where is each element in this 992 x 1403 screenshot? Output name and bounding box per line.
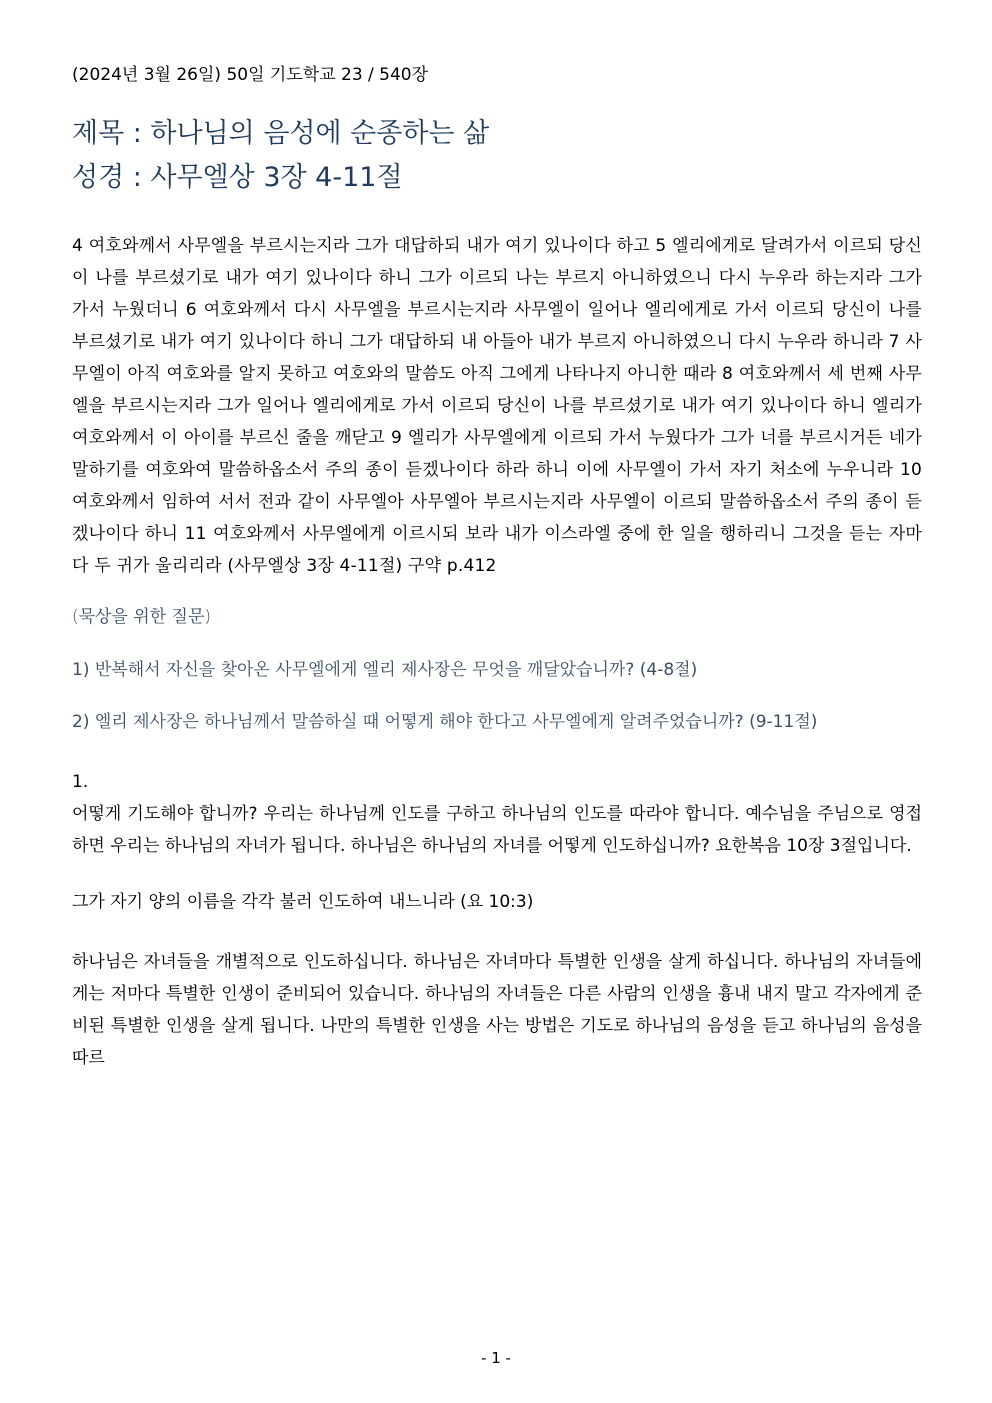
meditation-question-1: 1) 반복해서 자신을 찾아온 사무엘에게 엘리 제사장은 무엇을 깨달았습니까? (4-8절) <box>72 660 698 680</box>
title-block <box>72 112 922 200</box>
meditation-question-2: 2) 엘리 제사장은 하나님께서 말씀하실 때 어떻게 해야 한다고 사무엘에게 알려주었습니까? (9-11절) <box>72 712 818 732</box>
scripture-passage: 4 여호와께서 사무엘을 부르시는지라 그가 대답하되 내가 여기 있나이다 하고 5 엘리에게로 달려가서 이르되 당신이 나를 부르셨기로 내가 여기 있나이다 하니 그가 이르되 나는 부르지 아니하였으니 다시 누우라 하는지라 그가 가서 누웠더니 6 여호와께서 다시 사무엘을 부르시는지라 사무엘이 일어나 엘리에게로 가서 이르되 당신이 나를 부르셨기로 내가 여기 있나이다 하니 그가 대답하되 내 아들아 내가 부르지 아니하였으니 다시 누우라 하니라 7 사무엘이 아직 여호와를 알지 못하고 여호와의 말씀도 아직 그에게 나타나지 아니한 때라 8 여호와께서 세 번째 사무엘을 부르시는지라 그가 일어나 엘리에게로 가서 이르되 당신이 나를 부르셨기로 내가 여기 있나이다 하니 엘리가 여호와께서 이 아이를 부르신 줄을 깨닫고 9 엘리가 사무엘에게 이르되 가서 누웠다가 그가 너를 부르시거든 네가 말하기를 여호와여 말씀하옵소서 주의 종이 듣겠나이다 하라 하니 이에 사무엘이 가서 자기 처소에 누우니라 10 여호와께서 임하여 서서 전과 같이 사무엘아 사무엘아 부르시는지라 사무엘이 이르되 말씀하옵소서 주의 종이 듣겠나이다 하니 11 여호와께서 사무엘에게 이르시되 보라 내가 이스라엘 중에 한 일을 행하리니 그것을 듣는 자마다 두 귀가 울리리라 (사무엘상 3장 4-11절) 구약 p.412 <box>72 236 922 576</box>
document-page <box>72 62 922 1098</box>
section-paragraph: 어떻게 기도해야 합니까? 우리는 하나님께 인도를 구하고 하나님의 인도를 따라야 합니다. 예수님을 주님으로 영접하면 우리는 하나님의 자녀가 됩니다. 하나님은 하나님의 자녀를 어떻게 인도하십니까? 요한복음 10장 3절입니다. <box>72 804 922 856</box>
verse-quote: 그가 자기 양의 이름을 각각 불러 인도하여 내느니라 (요 10:3) <box>72 892 534 912</box>
date-line: (2024년 3월 26일) 50일 기도학교 23 / 540장 <box>72 65 429 85</box>
sermon-title: 제목 : 하나님의 음성에 순종하는 삶 <box>72 118 490 149</box>
scripture-reference: 성경 : 사무엘상 3장 4-11절 <box>72 162 403 193</box>
meditation-heading: (묵상을 위한 질문) <box>72 607 212 627</box>
section-number: 1. <box>72 772 89 792</box>
section-paragraph-2: 하나님은 자녀들을 개별적으로 인도하십니다. 하나님은 자녀마다 특별한 인생을 살게 하십니다. 하나님의 자녀들에게는 저마다 특별한 인생이 준비되어 있습니다. 하나님의 자녀들은 다른 사람의 인생을 흉내 내지 말고 각자에게 준비된 특별한 인생을 살게 됩니다. 나만의 특별한 인생을 사는 방법은 기도로 하나님의 음성을 듣고 하나님의 음성을 따르 <box>72 952 922 1068</box>
page-number: - 1 - <box>481 1349 511 1367</box>
